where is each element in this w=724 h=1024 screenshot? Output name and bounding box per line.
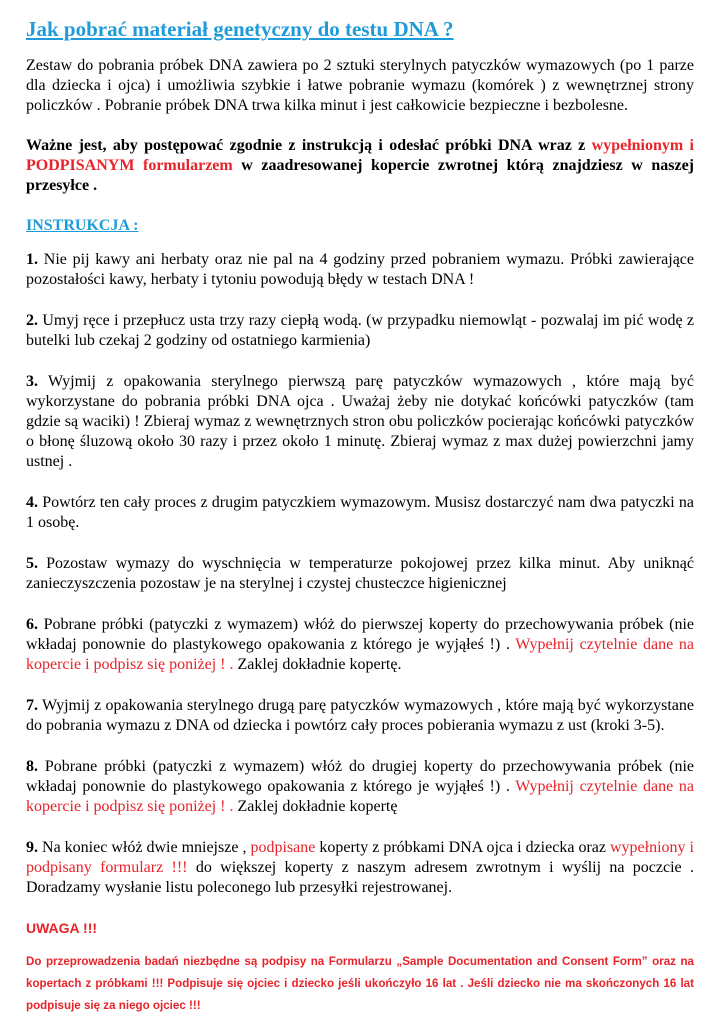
step-number: 5.: [26, 555, 38, 572]
step-text: Wyjmij z opakowania sterylnego pierwszą parę patyczków wymazowych , które mają być wykorzystane do pobrania próbki DNA ojca . Uważaj żeby nie dotykać końcówki patyczków (tam gdzie są waciki) ! Zbieraj wymaz z wewnętrznych stron obu policzków pocierając końcówki patyczków o błonę śluzową około 30 razy i przez około 1 minutę. Zbieraj wymaz z max dużej powierzchni jamy ustnej .: [26, 373, 694, 470]
intro-paragraph: Zestaw do pobrania próbek DNA zawiera po 2 sztuki sterylnych patyczków wymazowych (po 1 parze dla dziecka i ojca) i umożliwia szybkie i łatwe pobranie wymazu (komórek ) z wewnętrznej strony policzków . Pobranie próbek DNA trwa kilka minut i jest całkowicie bezpieczne i bezbolesne.: [26, 57, 694, 114]
instructions-heading: INSTRUKCJA :: [26, 217, 139, 234]
step-warning: Wypełnij czytelnie dane na kopercie i podpisz się poniżej ! .: [26, 778, 694, 815]
final-warning-note: Do przeprowadzenia badań niezbędne są podpisy na Formularzu „Sample Documentation and Consent Form” oraz na kopertach z próbkami !!! Podpisuje się ojciec i dziecko jeśli ukończyło 16 lat . Jeśli dziecko nie ma skończonych 16 lat podpisuje się za niego ojciec !!!: [26, 955, 694, 1012]
step-text: Na koniec włóż dwie mniejsze ,: [38, 839, 251, 856]
step-text: Nie pij kawy ani herbaty oraz nie pal na 4 godziny przed pobraniem wymazu. Próbki zawierające pozostałości kawy, herbaty i tytoniu powodują błędy w testach DNA !: [26, 251, 694, 288]
important-text-1: Ważne jest, aby postępować zgodnie z instrukcją i odesłać próbki DNA wraz z: [26, 137, 592, 154]
step-number: 4.: [26, 494, 38, 511]
step-text: Pobrane próbki (patyczki z wymazem) włóż do drugiej koperty do przechowywania próbek (nie wkładaj ponownie do plastykowego opakowania z którego je wyjąłeś !) .: [26, 758, 694, 795]
step-text-mid: koperty z próbkami DNA ojca i dziecka oraz: [315, 839, 610, 856]
step-text-end: do większej koperty z naszym adresem zwrotnym i wyślij na poczcie . Doradzamy wysłanie listu poleconego lub przesyłki rejestrowanej.: [26, 859, 694, 896]
important-text-2: w zaadresowanej kopercie zwrotnej którą znajdziesz w naszej przesyłce .: [26, 157, 694, 194]
step-3: [26, 372, 694, 472]
page-title: Jak pobrać materiał genetyczny do testu DNA ?: [26, 17, 454, 41]
step-warning: Wypełnij czytelnie dane na kopercie i podpisz się poniżej ! .: [26, 636, 694, 673]
step-text: Wyjmij z opakowania sterylnego drugą parę patyczków wymazowych , które mają być wykorzystane do pobrania wymazu z DNA od dziecka i powtórz cały proces pobierania wymazu z ust (kroki 3-5).: [26, 697, 694, 734]
important-notice: [26, 136, 694, 196]
step-6: [26, 615, 694, 675]
step-number: 8.: [26, 758, 38, 775]
step-warning: podpisane: [250, 839, 316, 856]
step-number: 9.: [26, 839, 38, 856]
step-number: 6.: [26, 616, 38, 633]
document-page: [26, 16, 694, 1017]
step-text-end: Zaklej dokładnie kopertę.: [233, 656, 402, 673]
important-text-red: wypełnionym i PODPISANYM formularzem: [26, 137, 695, 174]
step-4: [26, 493, 694, 533]
step-text-end: Zaklej dokładnie kopertę: [233, 798, 398, 815]
step-text: Pobrane próbki (patyczki z wymazem) włóż do pierwszej koperty do przechowywania próbek (nie wkładaj ponownie do plastykowego opakowania z którego je wyjąłeś !) .: [26, 616, 694, 653]
step-5: [26, 554, 694, 594]
step-text: Pozostaw wymazy do wyschnięcia w temperaturze pokojowej przez kilka minut. Aby uniknąć zanieczyszczenia pozostaw je na sterylnej i czystej chusteczce higienicznej: [26, 555, 694, 592]
step-8: [26, 757, 694, 817]
step-1: [26, 250, 694, 290]
step-2: [26, 311, 694, 351]
step-number: 3.: [26, 373, 38, 390]
step-7: [26, 696, 694, 736]
step-warning-2: wypełniony i podpisany formularz !!!: [26, 839, 694, 876]
step-9: [26, 838, 694, 898]
step-text: Umyj ręce i przepłucz usta trzy razy ciepłą wodą. (w przypadku niemowląt - pozwalaj im pić wodę z butelki lub czekaj 2 godziny od ostatniego karmienia): [26, 312, 694, 349]
step-number: 1.: [26, 251, 38, 268]
warning-heading: UWAGA !!!: [26, 920, 98, 936]
step-number: 7.: [26, 697, 38, 714]
step-number: 2.: [26, 312, 38, 329]
step-text: Powtórz ten cały proces z drugim patyczkiem wymazowym. Musisz dostarczyć nam dwa patyczki na 1 osobę.: [26, 494, 694, 531]
